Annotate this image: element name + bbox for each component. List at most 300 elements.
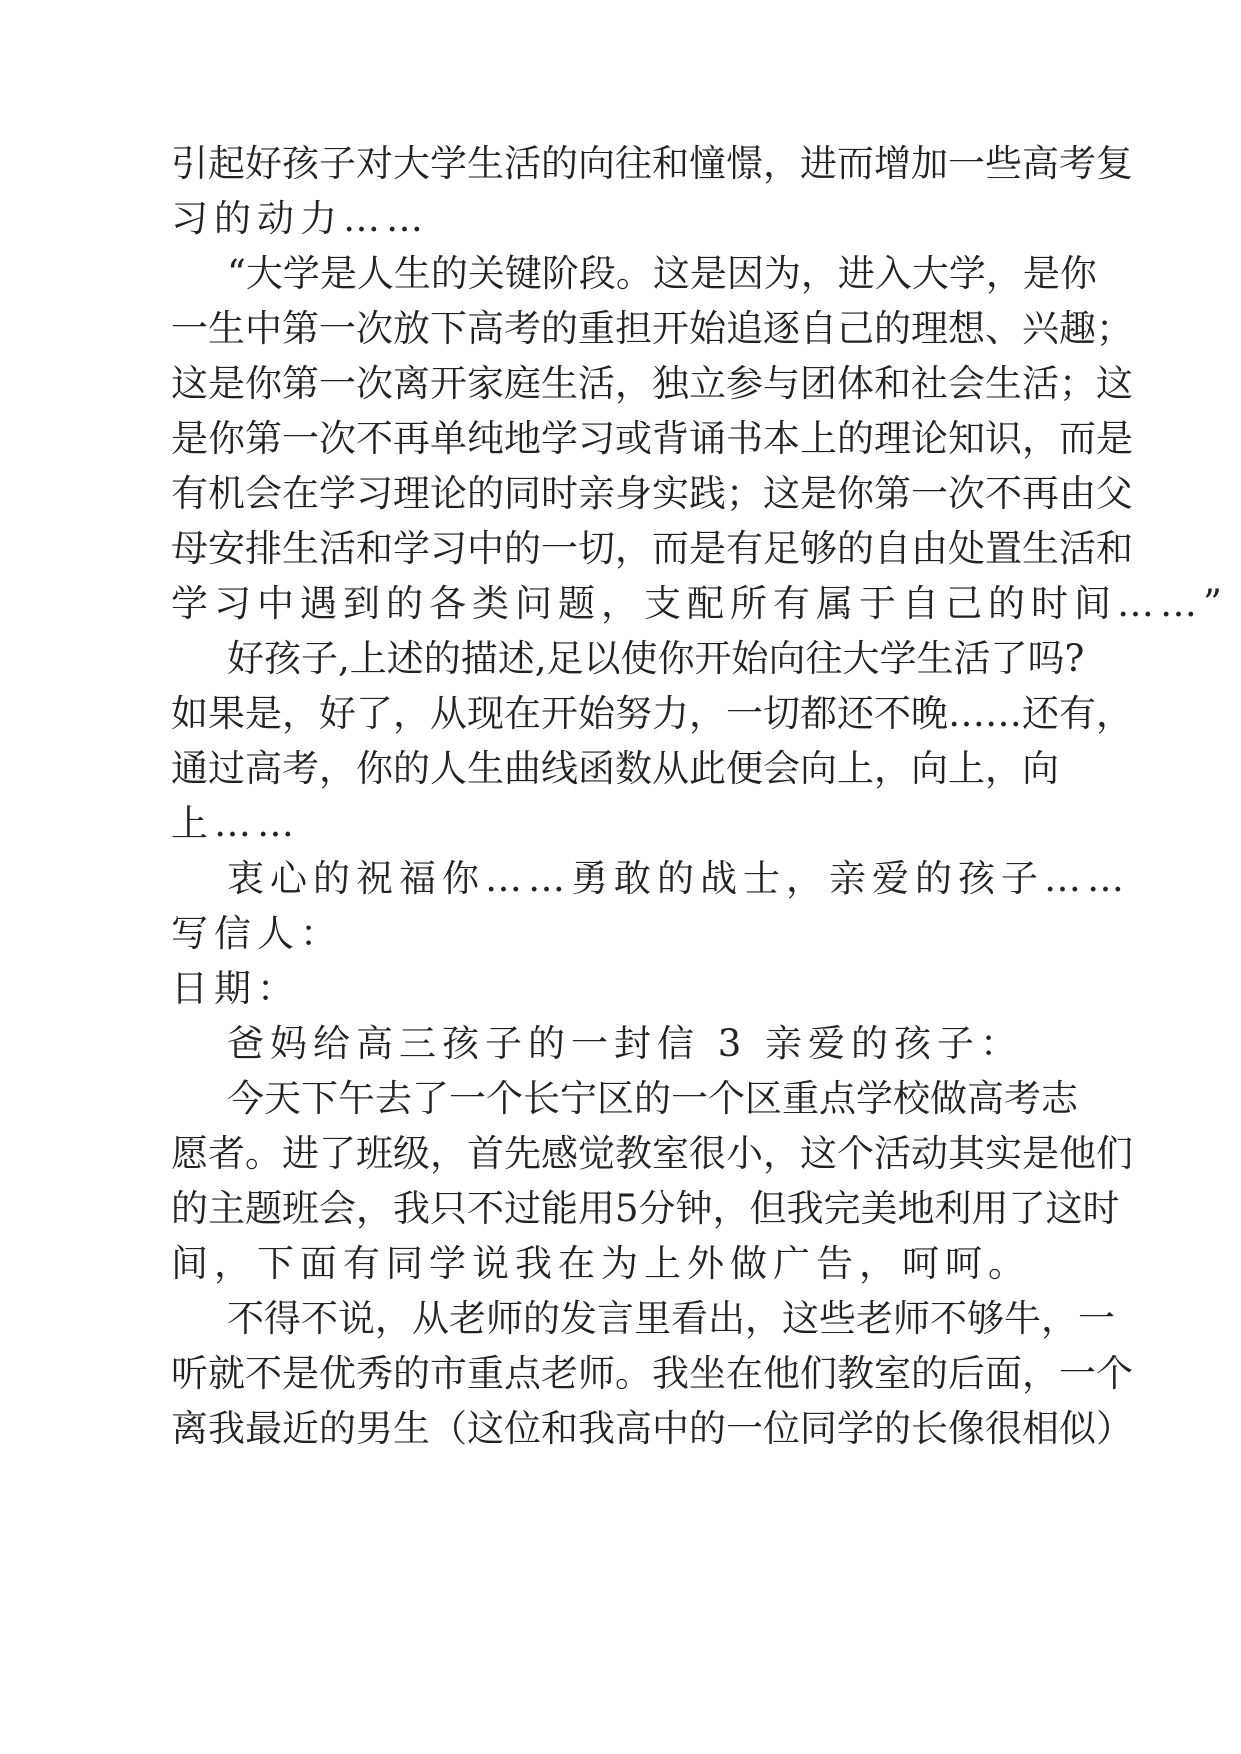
text-glyph: 数 xyxy=(615,747,652,790)
text-glyph: 生 xyxy=(467,142,504,185)
text-glyph: 、 xyxy=(985,307,1022,350)
text-glyph: 因 xyxy=(726,252,764,295)
text-glyph: 我 xyxy=(786,1187,824,1230)
text-glyph: 的 xyxy=(430,252,468,295)
text-glyph: 这 xyxy=(763,472,800,515)
text-glyph: 了 xyxy=(1008,1187,1046,1230)
text-glyph: 级 xyxy=(393,1132,430,1175)
text-glyph: 上 xyxy=(800,417,837,460)
text-line: 学习中遇到的各类问题，支配所有属于自己的时间……” xyxy=(171,582,1228,625)
text-glyph: 了 xyxy=(990,637,1028,680)
text-glyph: ， xyxy=(615,527,652,570)
text-glyph: 是 xyxy=(689,527,726,570)
text-glyph: 是 xyxy=(1096,417,1133,460)
text-glyph: 一 xyxy=(671,1077,708,1120)
text-glyph: 往 xyxy=(615,142,652,185)
text-glyph: 还 xyxy=(1022,692,1059,735)
text-glyph: 活 xyxy=(1059,527,1096,570)
text-glyph: 团 xyxy=(800,362,837,405)
text-glyph: 动 xyxy=(911,1132,948,1175)
text-glyph: 师 xyxy=(893,1297,930,1340)
text-glyph: 而 xyxy=(837,142,874,185)
text-glyph: 主 xyxy=(208,1187,245,1230)
text-glyph: 为 xyxy=(763,252,801,295)
text-glyph: 入 xyxy=(874,252,912,295)
text-glyph: 社 xyxy=(911,362,948,405)
text-glyph: 分 xyxy=(638,1187,676,1230)
text-glyph: 如 xyxy=(171,692,208,735)
text-glyph: 很 xyxy=(689,1132,726,1175)
text-glyph: 室 xyxy=(874,1352,911,1395)
text-glyph: “ xyxy=(227,252,246,295)
text-glyph: 便 xyxy=(726,747,763,790)
text-glyph: 而 xyxy=(1059,417,1096,460)
text-glyph: 会 xyxy=(245,472,282,515)
text-glyph: 时 xyxy=(541,472,578,515)
text-glyph: 我 xyxy=(652,1352,689,1395)
text-glyph: 高 xyxy=(245,747,282,790)
text-glyph: 者 xyxy=(208,1132,245,1175)
text-glyph: 有 xyxy=(171,472,208,515)
text-glyph: 像 xyxy=(948,1407,985,1450)
text-glyph: 是 xyxy=(319,252,357,295)
text-glyph: 过 xyxy=(208,747,245,790)
text-glyph: 书 xyxy=(726,417,763,460)
text-glyph: 够 xyxy=(967,1297,1004,1340)
text-glyph: 重 xyxy=(578,307,615,350)
text-glyph: 一 xyxy=(1078,1297,1115,1340)
text-glyph: 活 xyxy=(953,637,991,680)
text-glyph: 切 xyxy=(578,527,615,570)
text-glyph: 优 xyxy=(319,1352,356,1395)
text-glyph: 高 xyxy=(967,1077,1004,1120)
text-glyph: 开 xyxy=(541,692,578,735)
text-glyph: 再 xyxy=(1022,472,1059,515)
text-glyph: 天 xyxy=(264,1077,301,1120)
text-glyph: 开 xyxy=(652,307,689,350)
text-glyph: 生 xyxy=(208,307,245,350)
text-glyph: 中 xyxy=(467,527,504,570)
text-glyph: ， xyxy=(763,142,800,185)
text-glyph: 下 xyxy=(430,307,467,350)
text-line: 上…… xyxy=(171,802,300,845)
text-glyph: 完 xyxy=(823,1187,861,1230)
text-glyph: 不 xyxy=(245,1352,282,1395)
text-glyph: 个 xyxy=(837,1132,874,1175)
text-glyph: 不 xyxy=(356,417,393,460)
text-glyph: 这 xyxy=(800,1132,837,1175)
text-glyph: 本 xyxy=(763,417,800,460)
text-line xyxy=(171,1352,1133,1396)
text-glyph: 愿 xyxy=(171,1132,208,1175)
text-glyph: 好 xyxy=(245,142,282,185)
text-glyph: 和 xyxy=(652,142,689,185)
text-glyph: 第 xyxy=(874,472,911,515)
text-line xyxy=(227,1297,1115,1341)
text-line xyxy=(171,472,1133,516)
text-glyph: 是 xyxy=(1022,252,1060,295)
text-glyph: 由 xyxy=(1059,472,1096,515)
text-glyph: 上 xyxy=(948,747,985,790)
text-glyph: 一 xyxy=(171,307,208,350)
text-glyph: 重 xyxy=(782,1077,819,1120)
text-glyph: 一 xyxy=(541,527,578,570)
text-glyph: 置 xyxy=(985,527,1022,570)
text-glyph: 次 xyxy=(948,472,985,515)
text-glyph: 听 xyxy=(171,1352,208,1395)
text-glyph: 憬 xyxy=(726,142,763,185)
text-glyph: 你 xyxy=(208,417,245,460)
text-glyph: 是 xyxy=(208,362,245,405)
text-glyph: 能 xyxy=(541,1187,578,1230)
text-glyph: 习 xyxy=(578,417,615,460)
text-glyph: 区 xyxy=(745,1077,782,1120)
text-glyph: 果 xyxy=(208,692,245,735)
text-glyph: 阶 xyxy=(541,252,579,295)
text-glyph: 排 xyxy=(245,527,282,570)
text-line: 写信人： xyxy=(171,912,343,955)
text-glyph: 理 xyxy=(393,472,430,515)
text-glyph: 点 xyxy=(504,1352,541,1395)
text-glyph: 放 xyxy=(393,307,430,350)
text-glyph: , xyxy=(338,637,350,680)
text-glyph: 以 xyxy=(583,637,621,680)
text-glyph: 今 xyxy=(227,1077,264,1120)
text-line xyxy=(227,1077,1078,1121)
text-glyph: ） xyxy=(1096,1407,1133,1450)
text-glyph: 想 xyxy=(948,307,985,350)
text-glyph: 和 xyxy=(1096,527,1133,570)
text-glyph: 午 xyxy=(338,1077,375,1120)
text-glyph: 用 xyxy=(578,1187,615,1230)
text-glyph: 的 xyxy=(634,1077,671,1120)
text-glyph: 子 xyxy=(319,142,356,185)
text-glyph: 始 xyxy=(578,692,615,735)
text-glyph: 学 xyxy=(948,252,986,295)
text-glyph: 说 xyxy=(338,1297,375,1340)
text-glyph: 而 xyxy=(652,527,689,570)
text-glyph: 开 xyxy=(430,362,467,405)
text-glyph: 父 xyxy=(1096,472,1133,515)
text-glyph: 他 xyxy=(1059,1132,1096,1175)
text-line xyxy=(171,1407,1133,1451)
text-glyph: 活 xyxy=(504,142,541,185)
text-glyph: 由 xyxy=(911,527,948,570)
text-glyph: ， xyxy=(393,692,430,735)
text-glyph: 的 xyxy=(171,1187,208,1230)
text-line xyxy=(171,1132,1133,1176)
text-glyph: 不 xyxy=(985,472,1022,515)
text-glyph: ， xyxy=(615,362,652,405)
text-glyph: 面 xyxy=(985,1352,1022,1395)
text-glyph: 努 xyxy=(615,692,652,735)
text-glyph: 室 xyxy=(652,1132,689,1175)
text-line xyxy=(171,417,1133,461)
text-glyph: 考 xyxy=(1004,1077,1041,1120)
text-glyph: 己 xyxy=(837,307,874,350)
text-glyph: 段 xyxy=(578,252,616,295)
text-glyph: 坐 xyxy=(689,1352,726,1395)
text-glyph: 活 xyxy=(319,527,356,570)
text-glyph: 述 xyxy=(497,637,535,680)
text-glyph: 美 xyxy=(860,1187,898,1230)
text-glyph: 老 xyxy=(541,1352,578,1395)
text-glyph: 时 xyxy=(1082,1187,1120,1230)
text-glyph: 诵 xyxy=(689,417,726,460)
text-glyph: ， xyxy=(319,747,356,790)
text-glyph: 生 xyxy=(916,637,954,680)
text-glyph: 复 xyxy=(1096,142,1133,185)
text-glyph: 高 xyxy=(615,1407,652,1450)
text-glyph: 长 xyxy=(911,1407,948,1450)
text-glyph: ， xyxy=(874,747,911,790)
text-glyph: 实 xyxy=(652,472,689,515)
text-glyph: 的 xyxy=(423,637,461,680)
text-glyph: 安 xyxy=(208,527,245,570)
text-glyph: 参 xyxy=(726,362,763,405)
text-glyph: 进 xyxy=(837,252,875,295)
text-glyph: 不 xyxy=(467,1187,504,1230)
text-glyph: 吗 xyxy=(1027,637,1065,680)
text-glyph: 近 xyxy=(282,1407,319,1450)
text-glyph: 在 xyxy=(726,1352,763,1395)
text-glyph: 再 xyxy=(393,417,430,460)
text-glyph: 曲 xyxy=(504,747,541,790)
text-glyph: 得 xyxy=(264,1297,301,1340)
text-glyph: 孩 xyxy=(282,142,319,185)
text-glyph: 的 xyxy=(504,527,541,570)
text-glyph: 后 xyxy=(948,1352,985,1395)
text-glyph: ， xyxy=(356,1187,393,1230)
text-glyph: 的 xyxy=(689,1407,726,1450)
text-glyph: 理 xyxy=(874,417,911,460)
text-glyph: 学 xyxy=(541,417,578,460)
text-glyph: 老 xyxy=(449,1297,486,1340)
text-glyph: 都 xyxy=(800,692,837,735)
text-glyph: 言 xyxy=(597,1297,634,1340)
text-glyph: 的 xyxy=(911,1352,948,1395)
text-glyph: 的 xyxy=(523,1297,560,1340)
text-glyph: 大 xyxy=(911,252,949,295)
text-glyph: 其 xyxy=(948,1132,985,1175)
text-glyph: 对 xyxy=(356,142,393,185)
text-glyph: 相 xyxy=(1022,1407,1059,1450)
text-glyph: 是 xyxy=(800,472,837,515)
text-glyph: 。 xyxy=(245,1132,282,1175)
text-glyph: 机 xyxy=(208,472,245,515)
text-glyph: 但 xyxy=(749,1187,787,1230)
text-glyph: 5 xyxy=(615,1187,639,1230)
text-glyph: 逐 xyxy=(763,307,800,350)
text-glyph: 大 xyxy=(842,637,880,680)
text-glyph: 习 xyxy=(356,472,393,515)
text-glyph: 一 xyxy=(449,1077,486,1120)
text-glyph: 只 xyxy=(430,1187,467,1230)
text-line: 习的动力…… xyxy=(171,197,429,240)
text-glyph: 离 xyxy=(171,1407,208,1450)
text-glyph: 次 xyxy=(356,362,393,405)
text-glyph: 班 xyxy=(282,1187,319,1230)
text-glyph: 生 xyxy=(541,362,578,405)
text-glyph: 的 xyxy=(541,142,578,185)
text-glyph: … xyxy=(948,692,985,735)
text-glyph: 些 xyxy=(819,1297,856,1340)
text-glyph: 个 xyxy=(1096,1352,1133,1395)
text-glyph: 看 xyxy=(671,1297,708,1340)
text-glyph: 有 xyxy=(726,527,763,570)
text-glyph: 不 xyxy=(301,1297,338,1340)
text-glyph: 一 xyxy=(319,307,356,350)
text-glyph: 离 xyxy=(393,362,430,405)
text-glyph: 是 xyxy=(1022,1132,1059,1175)
text-glyph: 向 xyxy=(768,637,806,680)
text-glyph: 趣 xyxy=(1059,307,1096,350)
text-glyph: 一 xyxy=(726,1407,763,1450)
text-glyph: 校 xyxy=(893,1077,930,1120)
text-glyph: 里 xyxy=(634,1297,671,1340)
text-glyph: 生 xyxy=(393,252,431,295)
text-glyph: 开 xyxy=(694,637,732,680)
text-glyph: 和 xyxy=(356,527,393,570)
text-glyph: 牛 xyxy=(1004,1297,1041,1340)
text-glyph: 活 xyxy=(1022,362,1059,405)
text-glyph: 一 xyxy=(319,362,356,405)
text-glyph: 始 xyxy=(689,307,726,350)
text-glyph: 向 xyxy=(800,747,837,790)
text-glyph: ； xyxy=(726,472,763,515)
text-glyph: 现 xyxy=(467,692,504,735)
text-glyph: 学 xyxy=(837,1407,874,1450)
text-glyph: 你 xyxy=(837,472,874,515)
text-glyph: 的 xyxy=(541,307,578,350)
text-glyph: 一 xyxy=(282,417,319,460)
text-glyph: 这 xyxy=(1096,362,1133,405)
text-glyph: 这 xyxy=(467,1407,504,1450)
text-glyph: 的 xyxy=(837,527,874,570)
text-glyph: 了 xyxy=(356,692,393,735)
text-glyph: 很 xyxy=(985,1407,1022,1450)
text-glyph: 孩 xyxy=(264,637,301,680)
text-glyph: 首 xyxy=(467,1132,504,1175)
text-glyph: 们 xyxy=(1096,1132,1133,1175)
text-glyph: ， xyxy=(712,1187,750,1230)
text-glyph: 母 xyxy=(171,527,208,570)
text-line: 衷心的祝福你……勇敢的战士，亲爱的孩子…… xyxy=(227,857,1130,900)
text-glyph: 中 xyxy=(245,307,282,350)
text-glyph: 加 xyxy=(911,142,948,185)
text-glyph: 地 xyxy=(504,417,541,460)
text-glyph: 会 xyxy=(948,362,985,405)
text-glyph: 生 xyxy=(467,747,504,790)
text-glyph: 有 xyxy=(1059,692,1096,735)
text-glyph: 从 xyxy=(412,1297,449,1340)
text-glyph: 感 xyxy=(541,1132,578,1175)
text-glyph: （ xyxy=(430,1407,467,1450)
text-glyph: 上 xyxy=(349,637,387,680)
text-glyph: 不 xyxy=(227,1297,264,1340)
text-glyph: ， xyxy=(1041,1297,1078,1340)
text-glyph: 最 xyxy=(245,1407,282,1450)
text-glyph: 键 xyxy=(504,252,542,295)
text-glyph: 子 xyxy=(301,637,338,680)
text-glyph: 向 xyxy=(911,747,948,790)
text-glyph: 一 xyxy=(911,472,948,515)
text-glyph: 考 xyxy=(1059,142,1096,185)
text-glyph: 自 xyxy=(874,527,911,570)
text-glyph: 位 xyxy=(763,1407,800,1450)
text-glyph: 学 xyxy=(393,527,430,570)
text-glyph: 学 xyxy=(282,252,320,295)
text-glyph: ， xyxy=(763,1132,800,1175)
text-glyph: 你 xyxy=(1059,252,1097,295)
text-glyph: 是 xyxy=(171,417,208,460)
text-glyph: 次 xyxy=(319,417,356,460)
text-glyph: 从 xyxy=(430,692,467,735)
text-glyph: 在 xyxy=(504,692,541,735)
text-glyph: 我 xyxy=(208,1407,245,1450)
text-glyph: ， xyxy=(985,747,1022,790)
text-glyph: 进 xyxy=(800,142,837,185)
text-glyph: 中 xyxy=(652,1407,689,1450)
text-glyph: 下 xyxy=(301,1077,338,1120)
text-glyph: ， xyxy=(800,252,838,295)
text-glyph: 人 xyxy=(356,252,394,295)
text-glyph: 重 xyxy=(467,1352,504,1395)
text-glyph: 上 xyxy=(837,747,874,790)
text-line xyxy=(171,527,1133,571)
text-glyph: 志 xyxy=(1041,1077,1078,1120)
text-glyph: 是 xyxy=(245,692,282,735)
text-glyph: 小 xyxy=(726,1132,763,1175)
text-glyph: 引 xyxy=(171,142,208,185)
text-glyph: 活 xyxy=(874,1132,911,1175)
text-glyph: 理 xyxy=(911,307,948,350)
text-glyph: 庭 xyxy=(504,362,541,405)
text-glyph: 描 xyxy=(460,637,498,680)
text-glyph: 区 xyxy=(597,1077,634,1120)
text-glyph: 担 xyxy=(615,307,652,350)
text-glyph: 起 xyxy=(208,142,245,185)
text-glyph: 切 xyxy=(763,692,800,735)
text-glyph: 市 xyxy=(430,1352,467,1395)
text-glyph: 单 xyxy=(430,417,467,460)
text-glyph: 是 xyxy=(282,1352,319,1395)
text-glyph: 关 xyxy=(467,252,505,295)
text-glyph: 在 xyxy=(282,472,319,515)
text-glyph: 用 xyxy=(971,1187,1009,1230)
text-glyph: 通 xyxy=(171,747,208,790)
text-glyph: ， xyxy=(689,692,726,735)
text-glyph: 第 xyxy=(282,307,319,350)
text-glyph: 的 xyxy=(393,747,430,790)
text-glyph: 和 xyxy=(874,362,911,405)
text-glyph: 不 xyxy=(930,1297,967,1340)
text-line: 日期： xyxy=(171,967,300,1010)
text-glyph: 题 xyxy=(245,1187,282,1230)
text-glyph: 往 xyxy=(805,637,843,680)
text-glyph: 高 xyxy=(1022,142,1059,185)
text-glyph: 是 xyxy=(689,252,727,295)
text-glyph: 学 xyxy=(879,637,917,680)
text-glyph: 同 xyxy=(800,1407,837,1450)
text-glyph: 线 xyxy=(541,747,578,790)
text-line: 间，下面有同学说我在为上外做广告，呵呵。 xyxy=(171,1242,1031,1285)
text-glyph: 他 xyxy=(763,1352,800,1395)
text-glyph: 你 xyxy=(657,637,695,680)
text-glyph: 足 xyxy=(546,637,584,680)
text-glyph: 此 xyxy=(689,747,726,790)
text-glyph: 的 xyxy=(393,1352,430,1395)
